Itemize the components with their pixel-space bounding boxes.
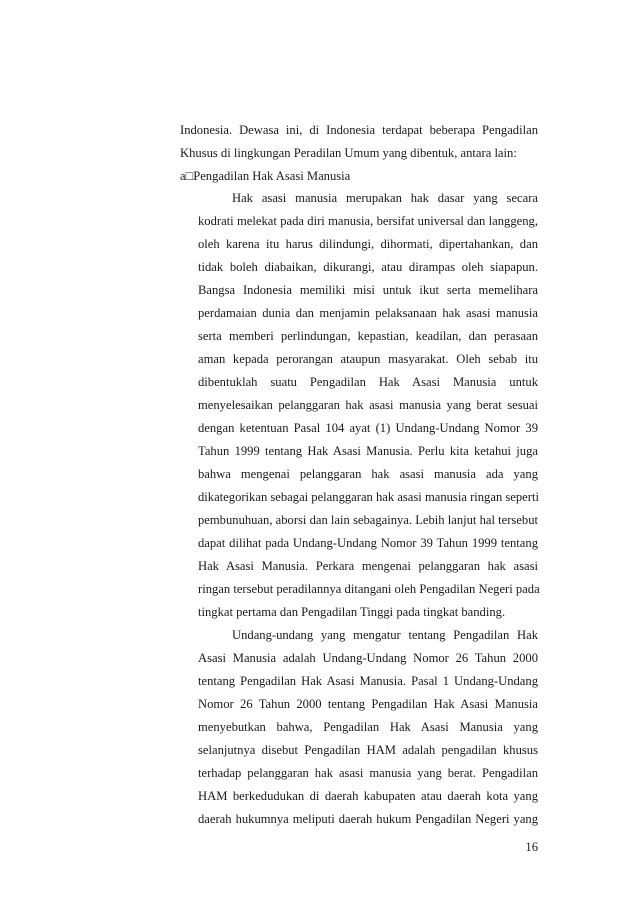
text-line: perdamaian dunia dan menjamin pelaksanaan hak asasi manusia — [198, 306, 538, 320]
text-line: Tahun 1999 tentang Hak Asasi Manusia. Perlu kita ketahui juga — [198, 444, 538, 458]
text-line: serta memberi perlindungan, kepastian, keadilan, dan perasaan — [198, 329, 538, 343]
page-number: 16 — [525, 840, 538, 854]
text-line: Asasi Manusia adalah Undang-Undang Nomor 26 Tahun 2000 — [198, 651, 538, 665]
text-line: Nomor 26 Tahun 2000 tentang Pengadilan Hak Asasi Manusia — [198, 697, 538, 711]
paragraph-first-line: Hak asasi manusia merupakan hak dasar yang secara — [232, 191, 538, 205]
text-line: dengan ketentuan Pasal 104 ayat (1) Undang-Undang Nomor 39 — [198, 421, 538, 435]
paragraph-last-line: tingkat pertama dan Pengadilan Tinggi pada tingkat banding. — [198, 605, 506, 619]
text-line: HAM berkedudukan di daerah kabupaten atau daerah kota yang — [198, 789, 538, 803]
text-line: oleh karena itu harus dilindungi, dihormati, dipertahankan, dan — [198, 237, 538, 251]
text-line: tidak boleh diabaikan, dikurangi, atau dirampas oleh siapapun. — [198, 260, 538, 274]
text-line: dikategorikan sebagai pelanggaran hak asasi manusia ringan seperti — [198, 490, 539, 504]
text-line: Bangsa Indonesia memiliki misi untuk ikut serta memelihara — [198, 283, 538, 297]
paragraph-first-line: Undang-undang yang mengatur tentang Pengadilan Hak — [232, 628, 538, 642]
text-line: selanjutnya disebut Pengadilan HAM adalah pengadilan khusus — [198, 743, 538, 757]
text-line: Hak Asasi Manusia. Perkara mengenai pelanggaran hak asasi — [198, 559, 538, 573]
text-line: Indonesia. Dewasa ini, di Indonesia terdapat beberapa Pengadilan — [180, 123, 538, 137]
text-line: tentang Pengadilan Hak Asasi Manusia. Pasal 1 Undang-Undang — [198, 674, 538, 688]
text-line: daerah hukumnya meliputi daerah hukum Pengadilan Negeri yang — [198, 812, 538, 826]
text-line: dapat dilihat pada Undang-Undang Nomor 39 Tahun 1999 tentang — [198, 536, 538, 550]
text-line: menyelesaikan pelanggaran hak asasi manusia yang berat sesuai — [198, 398, 538, 412]
text-line: dibentuklah suatu Pengadilan Hak Asasi Manusia untuk — [198, 375, 538, 389]
text-line: kodrati melekat pada diri manusia, bersifat universal dan langgeng, — [198, 214, 538, 228]
text-line: terhadap pelanggaran hak asasi manusia yang berat. Pengadilan — [198, 766, 538, 780]
text-line: aman kepada perorangan ataupun masyarakat. Oleh sebab itu — [198, 352, 538, 366]
text-line: bahwa mengenai pelanggaran hak asasi manusia ada yang — [198, 467, 538, 481]
text-line: ringan tersebut peradilannya ditangani oleh Pengadilan Negeri pada — [198, 582, 540, 596]
text-line: pembunuhuan, aborsi dan lain sebagainya. Lebih lanjut hal tersebut — [198, 513, 538, 527]
subheading-line: a□Pengadilan Hak Asasi Manusia — [180, 169, 351, 183]
text-line: Khusus di lingkungan Peradilan Umum yang dibentuk, antara lain: — [180, 146, 517, 160]
text-line: menyebutkan bahwa, Pengadilan Hak Asasi Manusia yang — [198, 720, 538, 734]
